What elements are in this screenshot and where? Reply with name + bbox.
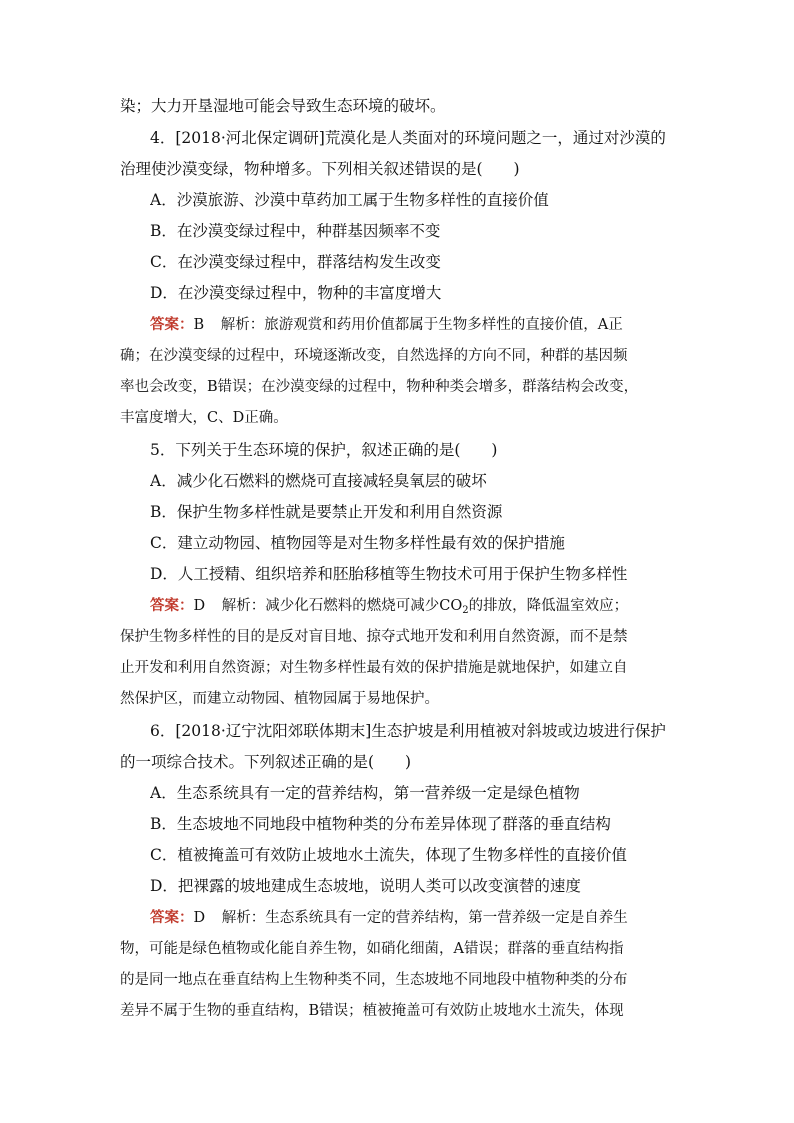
q4-analysis-cont: 确；在沙漠变绿的过程中，环境逐渐改变，自然选择的方向不同，种群的基因频	[120, 348, 628, 364]
q5-option-c: C．建立动物园、植物园等是对生物多样性最有效的保护措施	[150, 534, 565, 552]
question-6-stem-cont: 的一项综合技术。下列叙述正确的是( )	[120, 753, 412, 771]
q4-option-c: C．在沙漠变绿过程中，群落结构发生改变	[150, 253, 441, 271]
q4-answer-line	[150, 315, 675, 335]
q5-analysis-cont: 然保护区，而建立动物园、植物园属于易地保护。	[120, 691, 439, 707]
answer-choice: D	[193, 910, 206, 926]
q5-option-b: B．保护生物多样性就是要禁止开发和利用自然资源	[150, 503, 503, 521]
question-4-stem-cont: 治理使沙漠变绿，物种增多。下列相关叙述错误的是( )	[120, 160, 520, 178]
analysis-label: 解析：	[221, 598, 266, 614]
answer-label: 答案：	[150, 597, 194, 614]
answer-label: 答案：	[150, 909, 194, 926]
q6-option-b: B．生态坡地不同地段中植物种类的分布差异体现了群落的垂直结构	[150, 815, 611, 833]
analysis-text: 生态系统具有一定的营养结构，第一营养级一定是自养生	[265, 910, 628, 926]
q6-option-c: C．植被掩盖可有效防止坡地水土流失，体现了生物多样性的直接价值	[150, 846, 627, 864]
q5-option-a: A．减少化石燃料的燃烧可直接减轻臭氧层的破坏	[150, 472, 487, 490]
q5-option-d: D．人工授精、组织培养和胚胎移植等生物技术可用于保护生物多样性	[150, 565, 628, 583]
analysis-label: 解析：	[220, 317, 265, 333]
q4-option-b: B．在沙漠变绿过程中，种群基因频率不变	[150, 222, 441, 240]
answer-label: 答案：	[150, 316, 194, 333]
q6-answer-line	[150, 908, 675, 928]
q4-analysis-cont: 率也会改变，B错误；在沙漠变绿的过程中，物种种类会增多，群落结构会改变，	[120, 379, 639, 395]
text-line: 染；大力开垦湿地可能会导致生态环境的破坏。	[120, 97, 446, 115]
question-4-stem: 4．[2018·河北保定调研]荒漠化是人类面对的环境问题之一，通过对沙漠的	[150, 129, 666, 147]
analysis-label: 解析：	[221, 910, 266, 926]
q4-option-a: A．沙漠旅游、沙漠中草药加工属于生物多样性的直接价值	[150, 191, 549, 209]
q6-analysis-cont: 差异不属于生物的垂直结构，B错误；植被掩盖可有效防止坡地水土流失，体现	[120, 1003, 624, 1019]
q6-option-a: A．生态系统具有一定的营养结构，第一营养级一定是绿色植物	[150, 784, 580, 802]
q6-analysis-cont: 物，可能是绿色植物或化能自养生物，如硝化细菌，A错误；群落的垂直结构指	[120, 941, 624, 957]
answer-choice: B	[193, 317, 205, 333]
q6-option-d: D．把裸露的坡地建成生态坡地，说明人类可以改变演替的速度	[150, 877, 581, 895]
q4-option-d: D．在沙漠变绿过程中，物种的丰富度增大	[150, 284, 442, 302]
analysis-text: 的排放，降低温室效应；	[468, 598, 629, 614]
q6-analysis-cont: 的是同一地点在垂直结构上生物种类不同，生态坡地不同地段中植物种类的分布	[120, 972, 628, 988]
q5-analysis-cont: 保护生物多样性的目的是反对盲目地、掠夺式地开发和利用自然资源，而不是禁	[120, 629, 628, 645]
question-5-stem: 5．下列关于生态环境的保护，叙述正确的是( )	[150, 441, 498, 459]
question-6-stem: 6．[2018·辽宁沈阳郊联体期末]生态护坡是利用植被对斜坡或边坡进行保护	[150, 722, 666, 740]
q5-analysis-cont: 止开发和利用自然资源；对生物多样性最有效的保护措施是就地保护，如建立自	[120, 660, 628, 676]
analysis-text: 旅游观赏和药用价值都属于生物多样性的直接价值，A正	[264, 317, 623, 333]
q4-analysis-cont: 丰富度增大，C、D正确。	[120, 410, 288, 426]
subscript: 2	[462, 605, 469, 616]
analysis-text: 减少化石燃料的燃烧可减少CO	[265, 598, 463, 614]
q5-answer-line	[150, 596, 675, 621]
answer-choice: D	[193, 598, 206, 614]
